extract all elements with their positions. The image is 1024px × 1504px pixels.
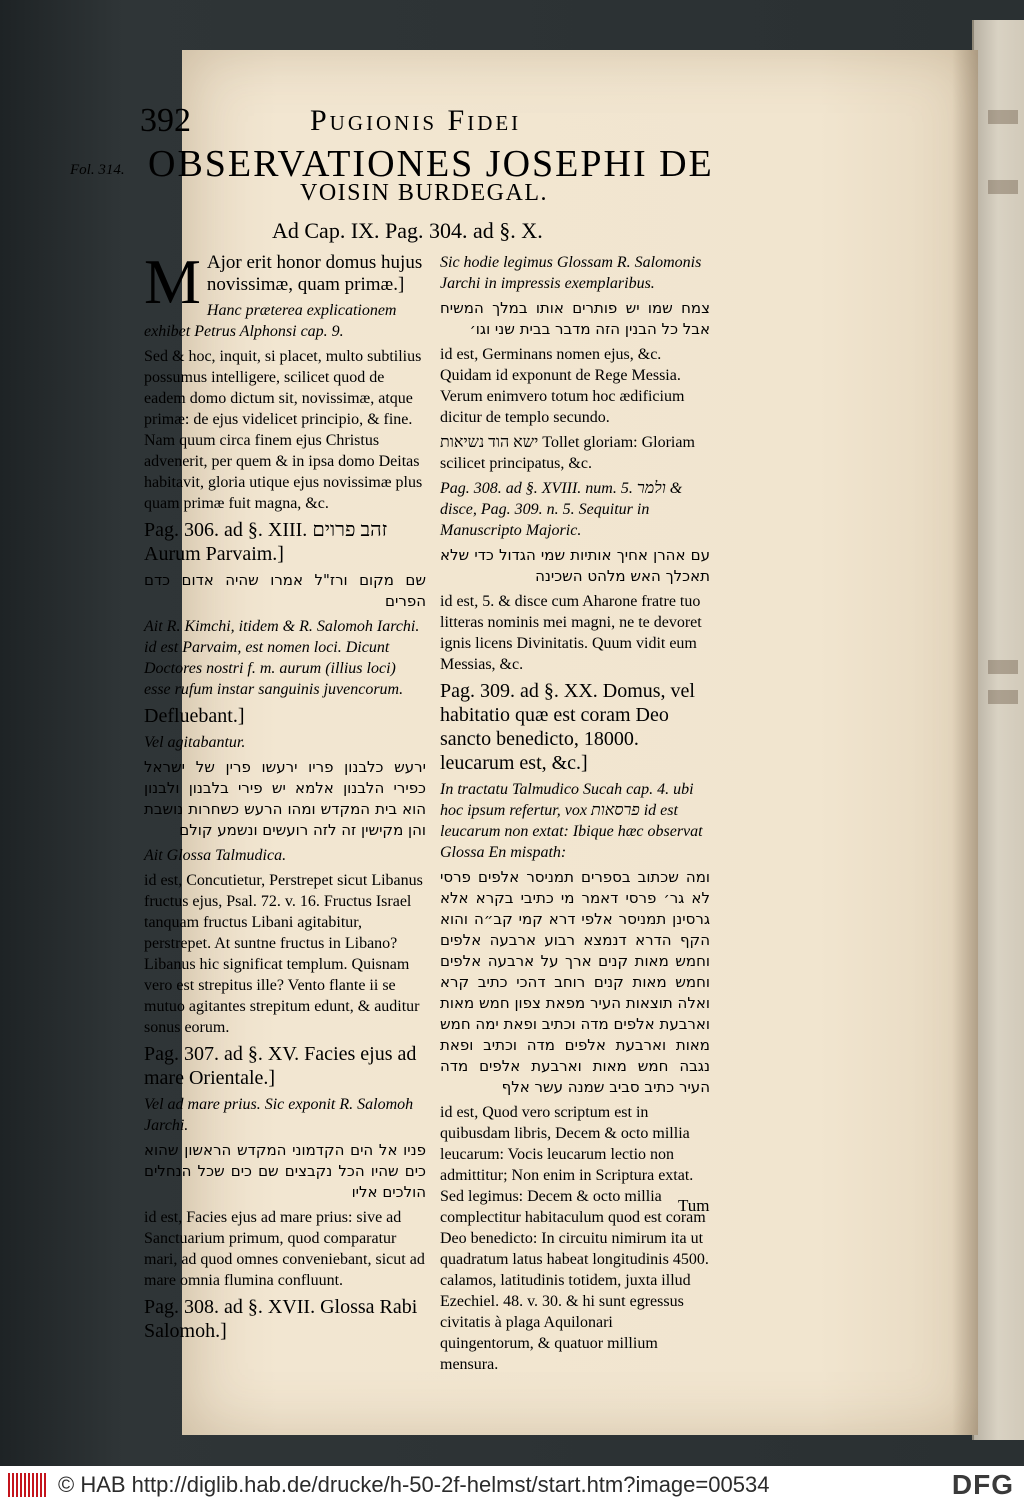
hebrew-quotation: עם אהרן אחיך אותיות שמי הגדול כדי שלא תאכלך האש מלהט השכינה [440, 546, 710, 585]
paragraph: id est, 5. & disce cum Aharone fratre tuo litteras nominis mei magni, ne te devoret ignis licens Divinitatis. Quum vidit eum Messias, &c. [440, 593, 702, 673]
source-link[interactable]: © HAB http://diglib.hab.de/drucke/h-50-2f-helmst/start.htm?image=00534 [58, 1472, 770, 1497]
lemma: Defluebant.] [144, 705, 245, 727]
section-heading: OBSERVATIONES JOSEPHI DE [148, 143, 714, 185]
lemma: Pag. 308. ad §. XVII. Glossa Rabi Salomoh.] [144, 1296, 418, 1342]
catchword: Tum [678, 1196, 710, 1215]
lemma: Pag. 306. ad §. XIII. זהב פרוים Aurum Parvaim.] [144, 519, 388, 565]
paragraph: id est, Quod vero scriptum est in quibusdam libris, Decem & octo millia leucarum: Vocis leucarum lectio non admittitur; Non enim in Scriptura extat. Sed legimus: Decem & octo millia complectitur habitaculum quod est coram Deo benedicto: In circuitu nimirum ita ut quadratum latus habeat longitudinis 4500. calamos, latitudinis totidem, juxta illud Ezechiel. 48. v. 30. & hi sunt egressus civitatis à plaga Aquilonari quingentorum, & quatuor millium mensura. [440, 1104, 709, 1373]
paragraph: In tractatu Talmudico Sucah cap. 4. ubi hoc ipsum refertur, vox פרסאות id est leucarum non extat: Ibique hæc observat Glossa En mispath: [440, 781, 703, 861]
paragraph: id est, Germinans nomen ejus, &c. Quidam id exponunt de Rege Messia. Verum enimvero totum hoc ædificium dicitur de templo secundo. [440, 346, 685, 426]
hebrew-quotation: פניו אל הים הקדמוני המקדש הראשון שהוא כים שהיו הכל נקבצים שם כים שכל הנחלים הולכים אליו [144, 1141, 426, 1201]
lemma: Pag. 307. ad §. XV. Facies ejus ad mare Orientale.] [144, 1043, 417, 1089]
paragraph: Ait R. Kimchi, itidem & R. Salomoh Iarchi. id est Parvaim, est nomen loci. Dicunt Doctores nostri f. m. aurum (illius loci) esse rufum instar sanguinis juvencorum. [144, 618, 420, 698]
adjacent-page-edge [972, 20, 1024, 1440]
paragraph: ישא הוד נשיאות Tollet gloriam: Gloriam scilicet principatus, &c. [440, 434, 695, 472]
adjacent-page-ink [988, 180, 1018, 194]
lemma-text: Ajor erit honor domus hujus novissimæ, quam primæ.] [206, 252, 423, 295]
viewer-footer [0, 1466, 1024, 1504]
adjacent-page-ink [988, 110, 1018, 124]
spine-shadow [952, 50, 978, 1435]
paragraph: id est, Concutietur, Perstrepet sicut Libanus fructus ejus, Psal. 72. v. 16. Fructus Israel tanquam fructus Libani agitabitur, perstrepet. At suntne fructus in Libano? Libanus hic significat templum. Quisnam vero est strepitus ille? Vento flante ii se mutuo agitantes strepitum edunt, & auditur sonus eorum. [144, 872, 423, 1036]
hebrew-quotation: ומה שכתוב בספרים תמניסר אלפים פרסי לא גר׳ פרסי דאמר מי כתיבי בקרא אלא גרסינן תמניסר אלפי דרא קמי קב״ה והוא הקף הדרא דנמצא רבוע ארבעה אלפים וחמש מאות קנים ארך על ארבעה אלפים וחמש מאות קנים רוחב דהכי כתיב קרא ואלה תוצאות העיר מפאת צפון חמש מאות וארבעת אלפים מדה וכתיב ופאת ימה חמש מאות וארבעת אלפים מדה וכתיב ופאת נגבה חמש מאות וארבעת אלפים מדה העיר כתיב סביב שמנה עשר אלף [440, 868, 710, 1096]
paragraph: Sic hodie legimus Glossam R. Salomonis Jarchi in impressis exemplaribus. [440, 254, 702, 292]
chapter-reference: Ad Cap. IX. Pag. 304. ad §. X. [272, 218, 543, 243]
left-column [144, 246, 426, 1347]
hebrew-quotation: שם מקום ורז"ל אמרו שהיה אדום כדם הפרים [144, 571, 426, 610]
paragraph: Sed & hoc, inquit, si placet, multo subtilius possumus intelligere, scilicet quod de eadem domo dictum sit, novissimæ, atque primæ: de ejus videlicet principio, & fine. Nam quum circa finem ejus Christus advenerit, per quem & in ipsa domo Deitas habitavit, gloria utique ejus novissimæ plus quam primæ fuit magna, &c. [144, 348, 423, 512]
running-title: Pugionis Fidei [310, 104, 522, 137]
paragraph: Vel ad mare prius. Sic exponit R. Salomoh Jarchi. [144, 1096, 414, 1134]
adjacent-page-ink [988, 690, 1018, 704]
hab-logo-icon [8, 1473, 46, 1497]
dfg-logo: DFG [951, 1469, 1014, 1500]
paragraph: id est, Facies ejus ad mare prius: sive ad Sanctuarium primum, quod comparatur mari, ad quod omnes conveniebant, sicut ad mare omnia flumina confluunt. [144, 1209, 425, 1289]
lemma-intro [144, 246, 426, 317]
right-column [440, 252, 710, 1379]
paragraph: Hanc præterea explicationem exhibet Petrus Alphonsi cap. 9. [144, 302, 397, 340]
paragraph: Pag. 308. ad §. XVIII. num. 5. ולמר & disce, Pag. 309. n. 5. Sequitur in Manuscripto Majoric. [440, 480, 683, 539]
paragraph: Ait Glossa Talmudica. [144, 847, 287, 864]
lemma: Pag. 309. ad §. XX. Domus, vel habitatio quæ est coram Deo sancto benedicto, 18000. leucarum est, &c.] [440, 680, 695, 774]
hebrew-quotation: ירעש כלבנון פריו ירעשו פרין של ישראל כפירי הלבנון אלמא יש פירי בלבנון ולבנון הוא בית המקדש ומהו הרעש כשחרות נושבת והן מקישין זה לזה רועשים ונשמע קולם [144, 758, 426, 839]
drop-capital: M [144, 246, 201, 317]
paragraph: Vel agitabantur. [144, 734, 246, 751]
hebrew-quotation: צמח שמו יש פותרים אותו במלך המשיח אבל כל הבנין הזה מדבר בבית שני וגו׳ [440, 299, 710, 338]
running-head [140, 102, 610, 142]
section-subheading: VOISIN BURDEGAL. [300, 180, 548, 206]
folio-reference: Fol. 314. [70, 162, 125, 178]
adjacent-page-ink [988, 660, 1018, 674]
page-number: 392 [140, 102, 191, 139]
